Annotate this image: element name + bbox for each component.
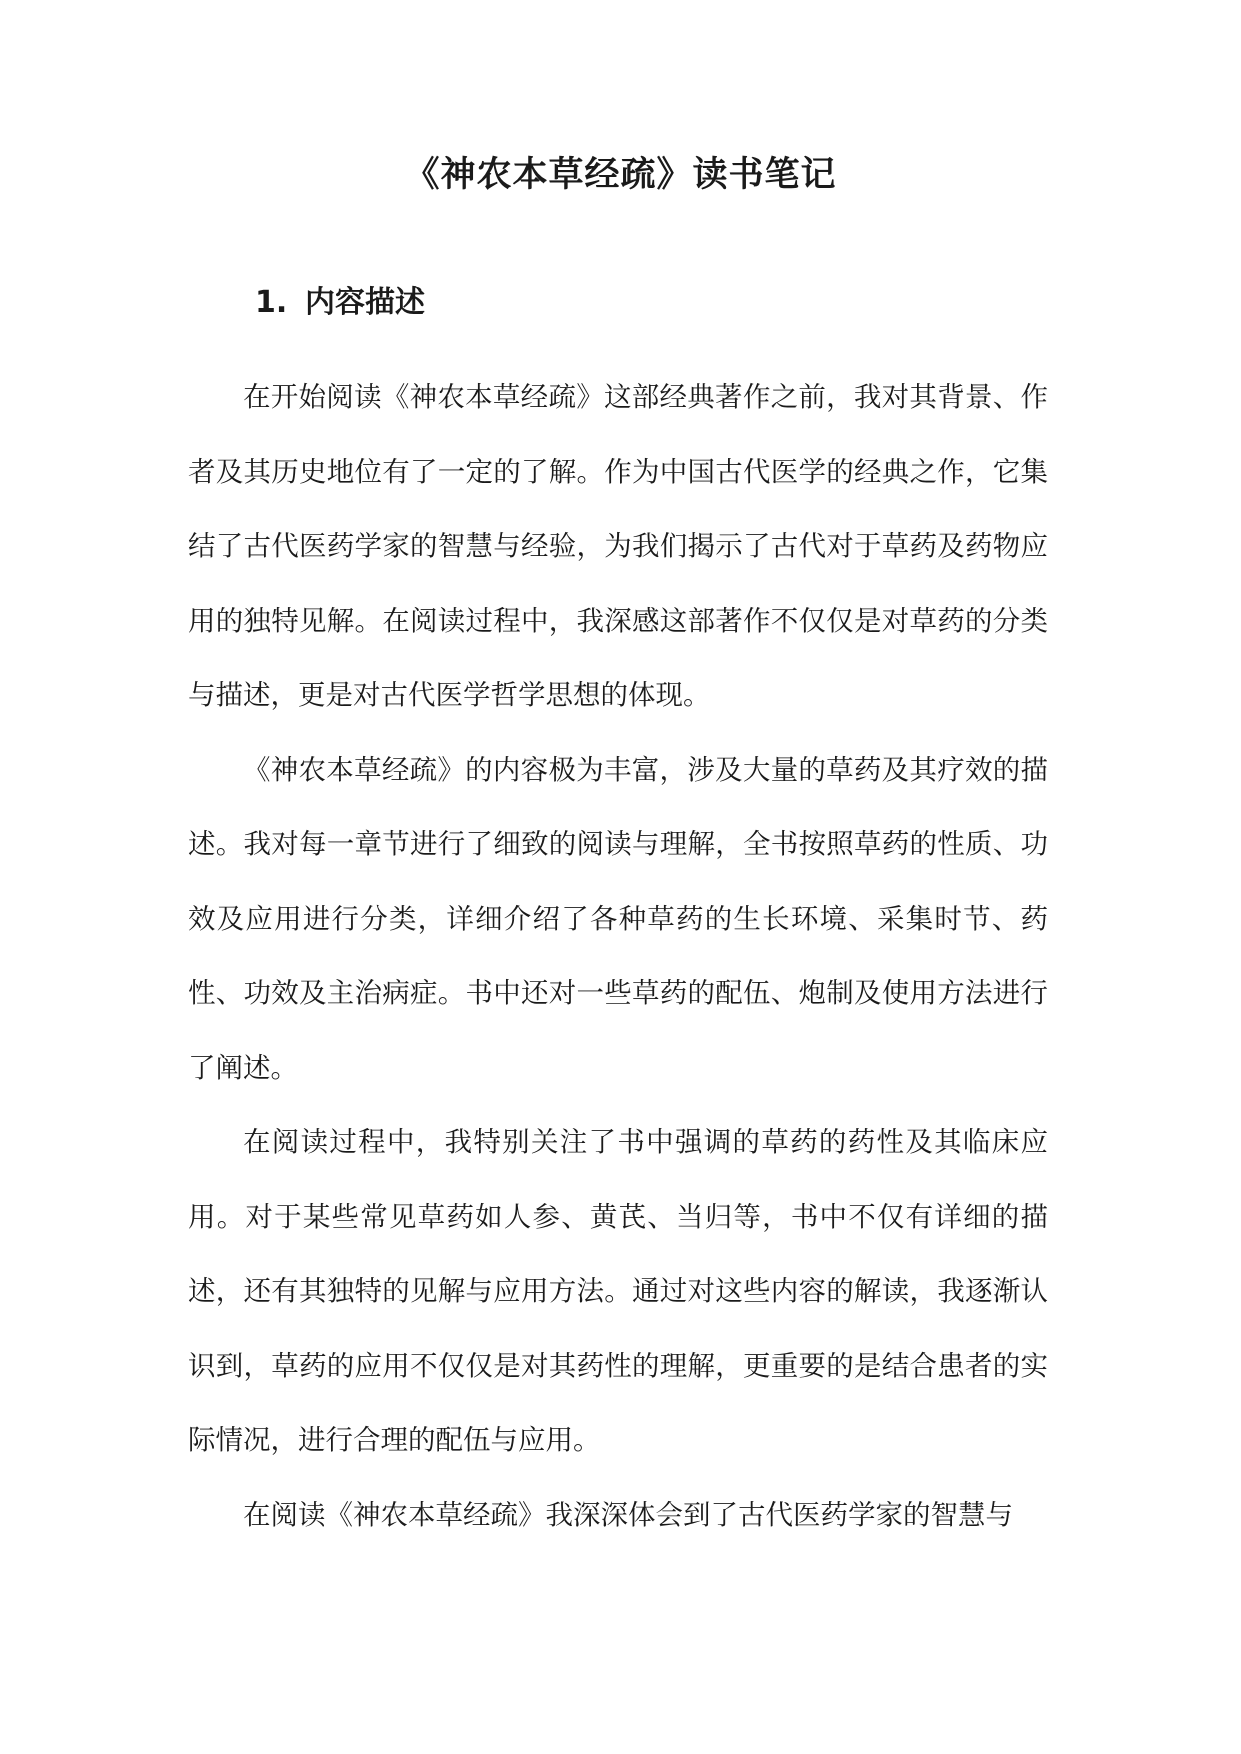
section-heading — [255, 280, 425, 326]
document-body — [188, 360, 1048, 1552]
paragraph-2: 《神农本草经疏》的内容极为丰富，涉及大量的草药及其疗效的描述。我对每一章节进行了细致的阅读与理解，全书按照草药的性质、功效及应用进行分类，详细介绍了各种草药的生长环境、采集时节、药性、功效及主治病症。书中还对一些草药的配伍、炮制及使用方法进行了阐述。 — [188, 753, 1048, 1084]
paragraph-3: 在阅读过程中，我特别关注了书中强调的草药的药性及其临床应用。对于某些常见草药如人参、黄芪、当归等，书中不仅有详细的描述，还有其独特的见解与应用方法。通过对这些内容的解读，我逐渐认识到，草药的应用不仅仅是对其药性的理解，更重要的是结合患者的实际情况，进行合理的配伍与应用。 — [188, 1126, 1048, 1456]
paragraph-4: 在阅读《神农本草经疏》我深深体会到了古代医药学家的智慧与 — [243, 1498, 1013, 1531]
section-heading-text: 内容描述 — [305, 285, 425, 320]
section-number: 1. — [255, 285, 288, 320]
paragraph-1: 在开始阅读《神农本草经疏》这部经典著作之前，我对其背景、作者及其历史地位有了一定的了解。作为中国古代医学的经典之作，它集结了古代医药学家的智慧与经验，为我们揭示了古代对于草药及药物应用的独特见解。在阅读过程中，我深感这部著作不仅仅是对草药的分类与描述，更是对古代医学哲学思想的体现。 — [188, 381, 1048, 711]
document-title: 《神农本草经疏》读书笔记 — [404, 155, 837, 195]
